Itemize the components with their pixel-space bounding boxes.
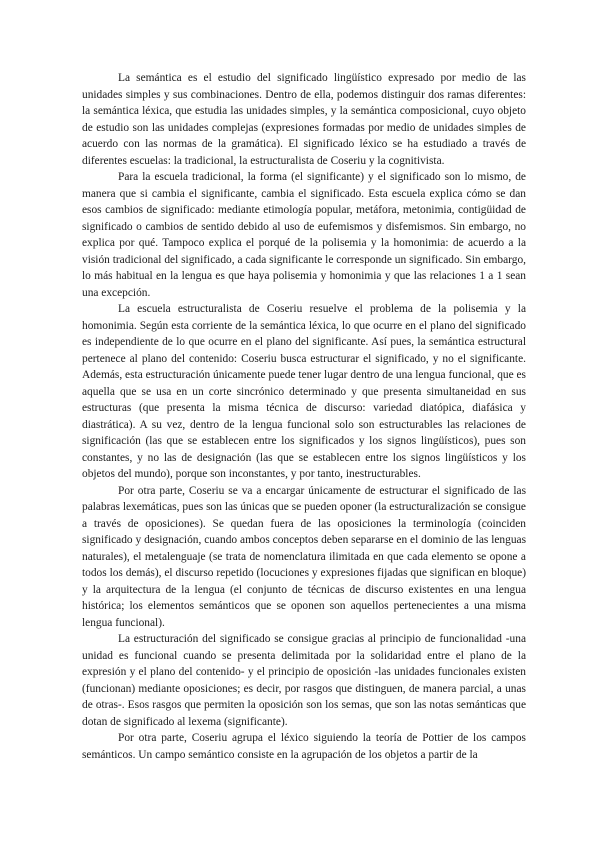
paragraph-campos-semanticos: Por otra parte, Coseriu agrupa el léxico siguiendo la teoría de Pottier de los campos semánticos. Un campo semántico consiste en la agrupación de los objetos a partir de la (82, 732, 526, 761)
paragraph-principio-funcionalidad: La estructuración del significado se consigue gracias al principio de funcionalidad -una unidad es funcional cuando se presenta delimitada por la solidaridad entre el plano de la expresión y el plano del contenido- y el principio de oposición -las unidades funcionales existen (funcionan) mediante oposiciones; es decir, por rasgos que distinguen, de manera parcial, a unas de otras-. Esos rasgos que permiten la oposición son los semas, que son las notas semánticas que dotan de significado al lexema (significante). (82, 633, 526, 728)
paragraph-intro-semantica: La semántica es el estudio del significado lingüístico expresado por medio de las unidades simples y sus combinaciones. Dentro de ella, podemos distinguir dos ramas diferentes: la semántica léxica, que estudia las unidades simples, y la semántica composicional, cuyo objeto de estudio son las unidades complejas (expresiones formadas por medio de unidades simples de acuerdo con las normas de la gramática). El significado léxico se ha estudiado a través de diferentes escuelas: la tradicional, la estructuralista de Coseriu y la cognitivista. (82, 72, 526, 167)
paragraph-escuela-estructuralista: La escuela estructuralista de Coseriu resuelve el problema de la polisemia y la homonimia. Según esta corriente de la semántica léxica, lo que ocurre en el plano del significado es independiente de lo que ocurre en el plano del significante. Así pues, la semántica estructural pertenece al plano del contenido: Coseriu busca estructurar el significado, y no el significante. Además, esta estructuración únicamente puede tener lugar dentro de una lengua funcional, que es aquella que se usa en un corte sincrónico determinado y que presenta simultaneidad en sus estructuras (que presenta la misma técnica de discurso: variedad diatópica, diafásica y diastrática). A su vez, dentro de la lengua funcional solo son estructurables las relaciones de significación (las que se establecen entre los significados y los signos lingüísticos), pues son constantes, y no las de designación (las que se establecen entre los signos lingüísticos y los objetos del mundo), porque son inconstantes, y por tanto, inestructurables. (82, 303, 526, 480)
paragraph-escuela-tradicional: Para la escuela tradicional, la forma (el significante) y el significado son lo mismo, de manera que si cambia el significante, cambia el significado. Esta escuela explica cómo se dan esos cambios de significado: mediante etimología popular, metáfora, metonimia, contigüidad de significado o cambios de sentido debido al uso de eufemismos y disfemismos. Sin embargo, no explica por qué. Tampoco explica el porqué de la polisemia y la homonimia: de acuerdo a la visión tradicional del significado, a cada significante le corresponde un significado. Sin embargo, lo más habitual en la lengua es que haya polisemia y homonimia y que las relaciones 1 a 1 sean una excepción. (82, 171, 526, 299)
paragraph-palabras-lexematicas: Por otra parte, Coseriu se va a encargar únicamente de estructurar el significado de las palabras lexemáticas, pues son las únicas que se pueden oponer (la estructuralización se consigue a través de oposiciones). Se quedan fuera de las oposiciones la terminología (coinciden significado y designación, cuando ambos conceptos deben separarse en el dominio de las lenguas naturales), el metalenguaje (se trata de nomenclatura ilimitada en que cada elemento se opone a todos los demás), el discurso repetido (locuciones y expresiones fijadas que significan en bloque) y la arquitectura de la lengua (el conjunto de técnicas de discurso existentes en una lengua histórica; los elementos semánticos que se oponen son aquellos pertenecientes a una misma lengua funcional). (82, 484, 526, 629)
document-body (82, 70, 526, 763)
